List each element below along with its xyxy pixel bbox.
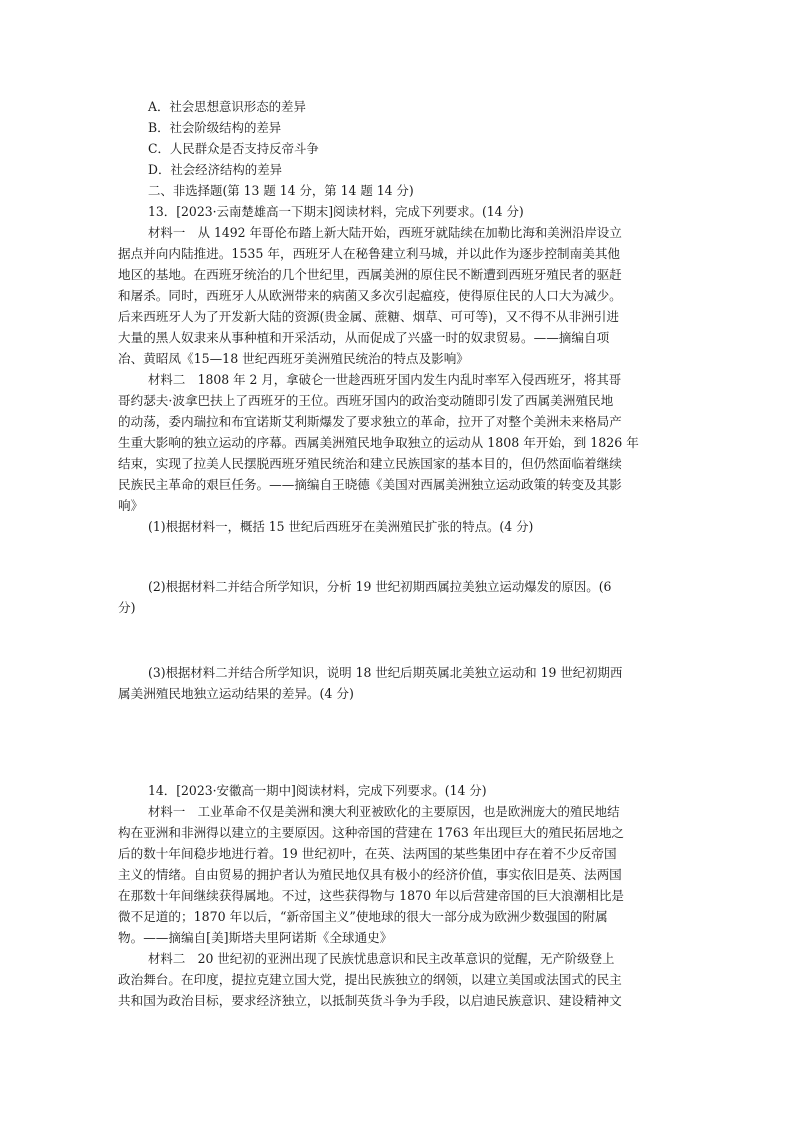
q13-material2-line: 民族民主革命的艰巨任务。——摘编自王晓德《美国对西属美洲独立运动政策的转变及其影 <box>118 477 622 492</box>
q13-sub2: (2)根据材料二并结合所学知识，分析 19 世纪初期西属拉美独立运动爆发的原因。(6 <box>148 579 612 594</box>
q14-material2-line: 共和国为政治目标，要求经济独立，以抵制英货斗争为手段，以启迪民族意识、建设精神文 <box>118 993 622 1008</box>
option-a: A．社会思想意识形态的差异 <box>148 99 306 114</box>
q13-material2-line: 响》 <box>118 498 144 513</box>
section-header: 二、非选择题(第 13 题 14 分，第 14 题 14 分) <box>148 183 414 198</box>
q14-material1-line: 微不足道的；1870 年以后，“新帝国主义”使地球的很大一部分成为欧洲少数强国的附属 <box>118 909 608 924</box>
q13-material1-line: 大量的黑人奴隶来从事种植和开采活动，从而促成了兴盛一时的奴隶贸易。——摘编自项 <box>118 330 610 345</box>
q13-material1-line: 据点并向内陆推进。1535 年，西班牙人在秘鲁建立利马城，并以此作为逐步控制南美其他 <box>118 246 621 261</box>
q13-material1-line: 冶、黄昭凤《15—18 世纪西班牙美洲殖民统治的特点及影响》 <box>118 351 469 366</box>
q14-material1-line: 主义的情绪。自由贸易的拥护者认为殖民地仅具有极小的经济价值，事实依旧是英、法两国 <box>118 867 622 882</box>
q13-sub3: (3)根据材料二并结合所学知识，说明 18 世纪后期英属北美独立运动和 19 世纪初期西 <box>148 665 623 680</box>
q13-material2-line: 生重大影响的独立运动的序幕。西属美洲殖民地争取独立的运动从 1808 年开始，到 1826 年 <box>118 435 639 450</box>
q13-material1-line: 材料一 从 1492 年哥伦布踏上新大陆开始，西班牙就陆续在加勒比海和美洲沿岸设立 <box>148 225 622 240</box>
q14-material2-line: 材料二 20 世纪初的亚洲出现了民族忧患意识和民主改革意识的觉醒，无产阶级登上 <box>148 951 615 966</box>
q13-title: 13．[2023·云南楚雄高一下期末]阅读材料，完成下列要求。(14 分) <box>148 204 524 219</box>
q13-sub2-cont: 分) <box>118 600 136 615</box>
q13-material1-line: 地区的基地。在西班牙统治的几个世纪里，西属美洲的原住民不断遭到西班牙殖民者的驱赶 <box>118 267 622 282</box>
option-d: D．社会经济结构的差异 <box>148 162 283 177</box>
q14-material1-line: 物。——摘编自[美]斯塔夫里阿诺斯《全球通史》 <box>118 930 393 945</box>
q13-material2-line: 结束，实现了拉美人民摆脱西班牙殖民统治和建立民族国家的基本目的，但仍然面临着继续 <box>118 456 622 471</box>
q14-material1-line: 后的数十年间稳步地进行着。19 世纪初叶，在英、法两国的某些集团中存在着不少反帝国 <box>118 846 617 861</box>
q13-material2-line: 的动荡，委内瑞拉和布宜诺斯艾利斯爆发了要求独立的革命，拉开了对整个美洲未来格局产 <box>118 414 622 429</box>
q14-material1-line: 在那数十年间继续获得属地。不过，这些获得物与 1870 年以后营建帝国的巨大浪潮相比是 <box>118 888 625 903</box>
q13-material2-line: 哥约瑟夫·波拿巴扶上了西班牙的王位。西班牙国内的政治变动随即引发了西属美洲殖民地 <box>118 393 614 408</box>
q13-sub1: (1)根据材料一，概括 15 世纪后西班牙在美洲殖民扩张的特点。(4 分) <box>148 519 534 534</box>
q13-material1-line: 后来西班牙人为了开发新大陆的资源(贵金属、蔗糖、烟草、可可等)，又不得不从非洲引进 <box>118 309 619 324</box>
q13-material1-line: 和屠杀。同时，西班牙人从欧洲带来的病菌又多次引起瘟疫，使得原住民的人口大为减少。 <box>118 288 622 303</box>
q14-material1-line: 材料一 工业革命不仅是美洲和澳大利亚被欧化的主要原因，也是欧洲庞大的殖民地结 <box>148 804 620 819</box>
q13-material2-line: 材料二 1808 年 2 月，拿破仑一世趁西班牙国内发生内乱时率军入侵西班牙，将其哥 <box>148 372 622 387</box>
q14-title: 14．[2023·安徽高一期中]阅读材料，完成下列要求。(14 分) <box>148 783 487 798</box>
q13-sub3-cont: 属美洲殖民地独立运动结果的差异。(4 分) <box>118 686 354 701</box>
q14-material2-line: 政治舞台。在印度，提拉克建立国大党，提出民族独立的纲领，以建立美国或法国式的民主 <box>118 972 622 987</box>
option-c: C．人民群众是否支持反帝斗争 <box>148 141 319 156</box>
option-b: B．社会阶级结构的差异 <box>148 120 282 135</box>
q14-material1-line: 构在亚洲和非洲得以建立的主要原因。这种帝国的营建在 1763 年出现巨大的殖民拓居地之 <box>118 825 625 840</box>
